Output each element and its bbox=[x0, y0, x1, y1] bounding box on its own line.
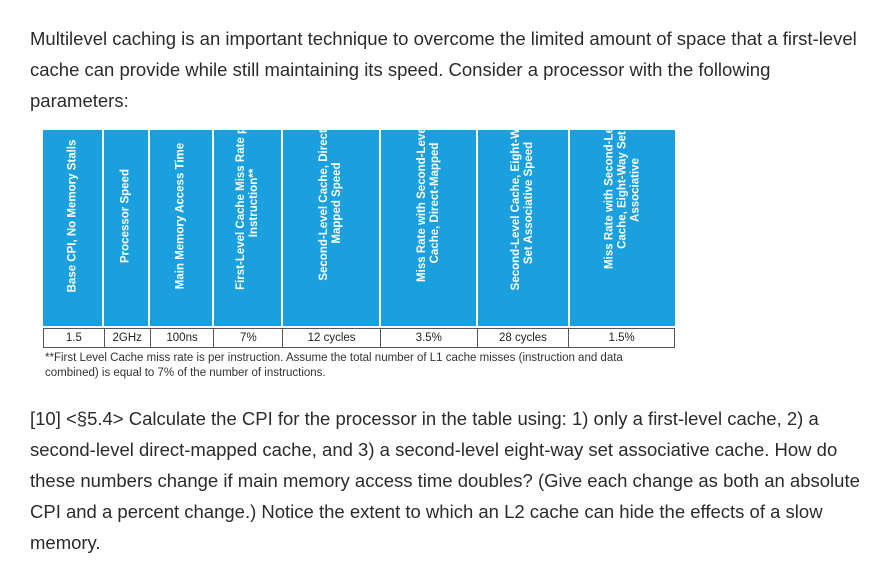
parameters-table bbox=[43, 111, 675, 381]
table-footnote: **First Level Cache miss rate is per instruction. Assume the total number of L1 cache misses (instruction and data combined) is equal to 7% of the number of instructions. bbox=[45, 352, 623, 379]
value-main-memory-access-time: 100ns bbox=[151, 329, 215, 347]
header-l2-direct-mapped-speed: Second-Level Cache, Direct-Mapped Speed bbox=[283, 130, 381, 326]
value-l2-eight-way-speed: 28 cycles bbox=[478, 329, 570, 347]
header-processor-speed: Processor Speed bbox=[104, 130, 150, 326]
table-value-row bbox=[43, 328, 675, 348]
value-l2-direct-mapped-speed: 12 cycles bbox=[283, 329, 381, 347]
header-main-memory-access-time: Main Memory Access Time bbox=[150, 130, 214, 326]
header-l2-eight-way-speed: Second-Level Cache, Eight-Way Set Associative Speed bbox=[478, 130, 570, 326]
intro-paragraph: Multilevel caching is an important technique to overcome the limited amount of space that a first-level cache can provide while still maintaining its speed. Consider a processor with the following parameters: bbox=[30, 28, 857, 111]
value-base-cpi: 1.5 bbox=[44, 329, 105, 347]
table-header-row bbox=[43, 111, 675, 326]
header-base-cpi: Base CPI, No Memory Stalls bbox=[43, 130, 104, 326]
value-processor-speed: 2GHz bbox=[105, 329, 151, 347]
header-l2-direct-mapped-miss-rate: Miss Rate with Second-Level Cache, Direct-Mapped bbox=[381, 130, 478, 326]
value-l1-miss-rate: 7% bbox=[214, 329, 283, 347]
header-l2-eight-way-miss-rate: Miss Rate with Second-Level Cache, Eight-Way Set Associative bbox=[603, 111, 641, 269]
value-l2-eight-way-miss-rate: 1.5% bbox=[608, 332, 635, 344]
value-l2-direct-mapped-miss-rate: 3.5% bbox=[381, 329, 478, 347]
question-paragraph: [10] <§5.4> Calculate the CPI for the processor in the table using: 1) only a first-level cache, 2) a second-level direct-mapped cache, and 3) a second-level eight-way set associative cache. How do these numbers change if main memory access time doubles? (Give each change as both an absolute CPI and a percent change.) Notice the extent to which an L2 cache can hide the effects of a slow memory. bbox=[30, 408, 860, 553]
header-l1-miss-rate: First-Level Cache Miss Rate per Instruction** bbox=[214, 130, 283, 326]
